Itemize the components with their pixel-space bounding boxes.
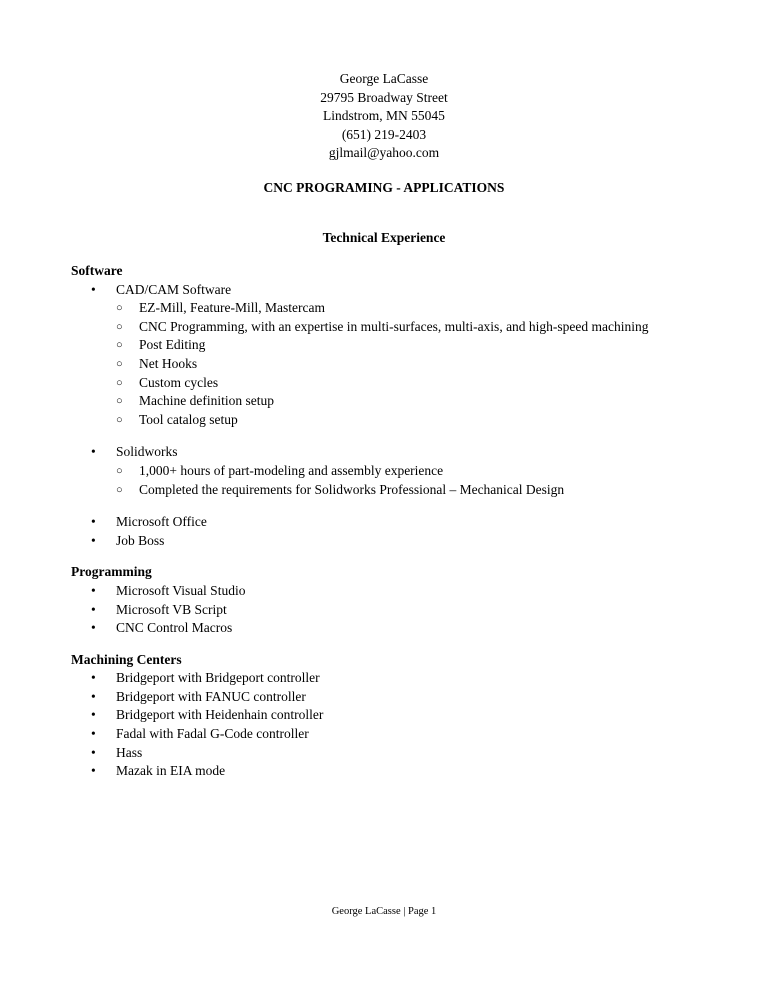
list-item bbox=[71, 582, 731, 601]
list-item bbox=[71, 744, 731, 763]
contact-email: gjlmail@yahoo.com bbox=[328, 145, 440, 161]
document-title: CNC PROGRAMING - APPLICATIONS bbox=[263, 180, 505, 195]
spacer bbox=[71, 638, 731, 651]
list-item bbox=[71, 336, 731, 355]
list-item-text: Microsoft VB Script bbox=[116, 601, 227, 617]
list-item bbox=[71, 281, 731, 300]
bullet-icon: • bbox=[91, 670, 96, 686]
list-item-text: Job Boss bbox=[116, 532, 165, 548]
bullet-icon: • bbox=[91, 707, 96, 723]
bullet-icon: • bbox=[91, 763, 96, 779]
list-item-text: Post Editing bbox=[139, 337, 206, 353]
bullet-icon: • bbox=[91, 514, 96, 530]
list-item-text: Net Hooks bbox=[139, 355, 198, 371]
list-item-text: Machine definition setup bbox=[139, 393, 274, 409]
circle-bullet-icon: ○ bbox=[116, 320, 123, 333]
circle-bullet-icon: ○ bbox=[116, 413, 123, 426]
list-item-text: EZ-Mill, Feature-Mill, Mastercam bbox=[139, 300, 325, 316]
list-item bbox=[71, 532, 731, 551]
list-item-text: Bridgeport with Heidenhain controller bbox=[116, 707, 324, 723]
list-item bbox=[71, 601, 731, 620]
circle-bullet-icon: ○ bbox=[116, 302, 123, 315]
list-item bbox=[71, 392, 731, 411]
list-item bbox=[71, 411, 731, 430]
list-item-text: Bridgeport with Bridgeport controller bbox=[116, 670, 320, 686]
list-item-text: Microsoft Visual Studio bbox=[116, 582, 246, 598]
circle-bullet-icon: ○ bbox=[116, 464, 123, 477]
list-item-text: CAD/CAM Software bbox=[116, 281, 232, 297]
list-item-text: Microsoft Office bbox=[116, 514, 207, 530]
page-footer: George LaCasse | Page 1 bbox=[331, 906, 437, 917]
list-item-text: Bridgeport with FANUC controller bbox=[116, 688, 306, 704]
list-item bbox=[71, 462, 731, 481]
bullet-icon: • bbox=[91, 582, 96, 598]
list-item bbox=[71, 318, 731, 337]
spacer bbox=[71, 499, 731, 513]
list-item bbox=[71, 374, 731, 393]
bullet-icon: • bbox=[91, 532, 96, 548]
contact-city: Lindstrom, MN 55045 bbox=[323, 108, 445, 124]
list-item bbox=[71, 299, 731, 318]
circle-bullet-icon: ○ bbox=[116, 395, 123, 408]
software-heading: Software bbox=[71, 263, 123, 278]
list-item bbox=[71, 513, 731, 532]
content-body bbox=[71, 262, 731, 781]
list-item bbox=[71, 688, 731, 707]
bullet-icon: • bbox=[91, 688, 96, 704]
list-item bbox=[71, 762, 731, 781]
list-item-text: 1,000+ hours of part-modeling and assembly experience bbox=[139, 462, 444, 478]
list-item bbox=[71, 355, 731, 374]
contact-street: 29795 Broadway Street bbox=[320, 89, 448, 105]
list-item-text: Hass bbox=[116, 744, 143, 760]
list-item-text: CNC Programming, with an expertise in multi-surfaces, multi-axis, and high-speed machining bbox=[139, 318, 649, 334]
circle-bullet-icon: ○ bbox=[116, 376, 123, 389]
bullet-icon: • bbox=[91, 281, 96, 297]
list-item bbox=[71, 619, 731, 638]
bullet-icon: • bbox=[91, 744, 96, 760]
list-item bbox=[71, 443, 731, 462]
list-item-text: Custom cycles bbox=[139, 374, 219, 390]
machining-heading: Machining Centers bbox=[71, 651, 182, 667]
bullet-icon: • bbox=[91, 726, 96, 742]
list-item bbox=[71, 725, 731, 744]
contact-name: George LaCasse bbox=[339, 71, 429, 86]
list-item-text: Tool catalog setup bbox=[139, 411, 238, 427]
bullet-icon: • bbox=[91, 444, 96, 460]
bullet-icon: • bbox=[91, 620, 96, 636]
list-item-text: Mazak in EIA mode bbox=[116, 763, 226, 779]
bullet-icon: • bbox=[91, 601, 96, 617]
circle-bullet-icon: ○ bbox=[116, 357, 123, 370]
spacer bbox=[71, 550, 731, 563]
list-item-text: Solidworks bbox=[116, 444, 178, 460]
section-subtitle: Technical Experience bbox=[322, 230, 446, 245]
contact-header bbox=[0, 70, 768, 163]
spacer bbox=[71, 429, 731, 443]
circle-bullet-icon: ○ bbox=[116, 483, 123, 496]
contact-phone: (651) 219-2403 bbox=[341, 126, 427, 142]
list-item bbox=[71, 481, 731, 500]
programming-heading: Programming bbox=[71, 564, 152, 580]
list-item-text: Completed the requirements for Solidworks Professional – Mechanical Design bbox=[139, 481, 565, 497]
list-item bbox=[71, 706, 731, 725]
list-item-text: CNC Control Macros bbox=[116, 620, 233, 636]
list-item-text: Fadal with Fadal G-Code controller bbox=[116, 726, 309, 742]
list-item bbox=[71, 669, 731, 688]
circle-bullet-icon: ○ bbox=[116, 339, 123, 352]
